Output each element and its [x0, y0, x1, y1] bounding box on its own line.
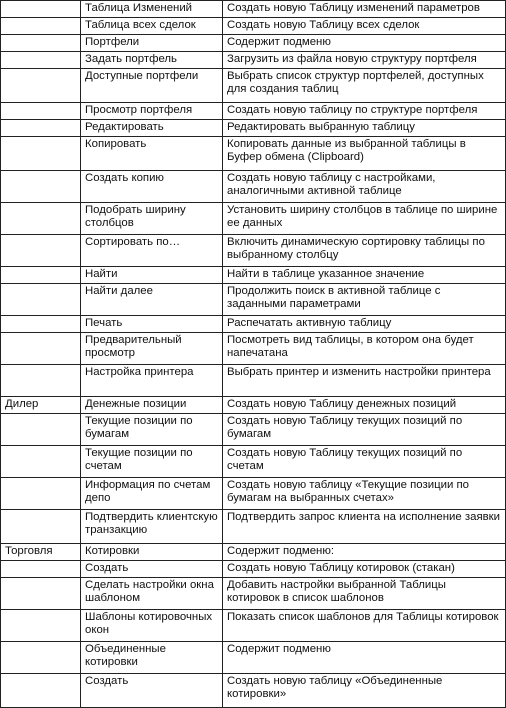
- description-cell: Загрузить из файла новую структуру портфеля: [223, 52, 506, 69]
- table-row: [1, 120, 506, 137]
- description-cell: Редактировать выбранную таблицу: [223, 120, 506, 137]
- description-cell: Создать новую Таблицу всех сделок: [223, 18, 506, 35]
- group-name-cell: [1, 171, 81, 203]
- table-row: [1, 642, 506, 674]
- command-cell: Печать: [81, 316, 223, 333]
- description-cell: Создать новую таблицу «Объединенные котировки»: [223, 674, 506, 708]
- description-cell: Подтвердить запрос клиента на исполнение заявки: [223, 510, 506, 544]
- description-cell: Показать список шаблонов для Таблицы котировок: [223, 610, 506, 642]
- group-name-cell: [1, 446, 81, 478]
- command-cell: Сортировать по…: [81, 235, 223, 267]
- description-cell: Содержит подменю: [223, 642, 506, 674]
- group-name-cell: [1, 18, 81, 35]
- description-cell: Создать новую Таблицу денежных позиций: [223, 397, 506, 414]
- command-cell: Таблица всех сделок: [81, 18, 223, 35]
- table-row: [1, 171, 506, 203]
- table-row: [1, 69, 506, 103]
- description-cell: Добавить настройки выбранной Таблицы котировок в список шаблонов: [223, 578, 506, 610]
- table-row: [1, 561, 506, 578]
- description-cell: Создать новую таблицу с настройками, аналогичными активной таблице: [223, 171, 506, 203]
- command-cell: Портфели: [81, 35, 223, 52]
- command-cell: Текущие позиции по бумагам: [81, 414, 223, 446]
- description-cell: Распечатать активную таблицу: [223, 316, 506, 333]
- command-cell: Найти: [81, 267, 223, 284]
- group-name-cell: [1, 642, 81, 674]
- group-name-cell: [1, 1, 81, 18]
- command-cell: Объединенные котировки: [81, 642, 223, 674]
- command-cell: Текущие позиции по счетам: [81, 446, 223, 478]
- command-cell: Редактировать: [81, 120, 223, 137]
- command-cell: Сделать настройки окна шаблоном: [81, 578, 223, 610]
- group-name-cell: [1, 120, 81, 137]
- group-name-cell: [1, 267, 81, 284]
- command-cell: Предварительный просмотр: [81, 333, 223, 365]
- table-row: [1, 478, 506, 510]
- description-cell: Найти в таблице указанное значение: [223, 267, 506, 284]
- table-row: [1, 446, 506, 478]
- command-cell: Копировать: [81, 137, 223, 171]
- table-body: [1, 1, 506, 708]
- command-cell: Найти далее: [81, 284, 223, 316]
- group-name-cell: [1, 365, 81, 397]
- description-cell: Создать новую Таблицу текущих позиций по бумагам: [223, 414, 506, 446]
- group-name-cell: [1, 52, 81, 69]
- table-row: [1, 333, 506, 365]
- table-row: [1, 235, 506, 267]
- group-name-cell: [1, 69, 81, 103]
- table-row: [1, 103, 506, 120]
- group-name-cell: [1, 578, 81, 610]
- command-cell: Таблица Изменений: [81, 1, 223, 18]
- group-name-cell: [1, 478, 81, 510]
- table-row: [1, 414, 506, 446]
- group-name-cell: [1, 235, 81, 267]
- group-name-cell: [1, 316, 81, 333]
- command-cell: Шаблоны котировочных окон: [81, 610, 223, 642]
- table-row: [1, 544, 506, 561]
- group-name-cell: [1, 414, 81, 446]
- group-name-cell: Торговля: [1, 544, 81, 561]
- command-cell: Котировки: [81, 544, 223, 561]
- group-name-cell: [1, 561, 81, 578]
- description-cell: Создать новую Таблицу котировок (стакан): [223, 561, 506, 578]
- command-cell: Создать копию: [81, 171, 223, 203]
- command-cell: Просмотр портфеля: [81, 103, 223, 120]
- description-cell: Создать новую Таблицу изменений параметров: [223, 1, 506, 18]
- command-cell: Настройка принтера: [81, 365, 223, 397]
- table-row: [1, 18, 506, 35]
- command-cell: Создать: [81, 561, 223, 578]
- description-cell: Копировать данные из выбранной таблицы в Буфер обмена (Clipboard): [223, 137, 506, 171]
- command-cell: Доступные портфели: [81, 69, 223, 103]
- table-row: [1, 316, 506, 333]
- description-cell: Содержит подменю: [223, 35, 506, 52]
- table-row: [1, 674, 506, 708]
- table-row: [1, 365, 506, 397]
- group-name-cell: Дилер: [1, 397, 81, 414]
- group-name-cell: [1, 674, 81, 708]
- command-cell: Подтвердить клиентскую транзакцию: [81, 510, 223, 544]
- group-name-cell: [1, 103, 81, 120]
- command-cell: Подобрать ширину столбцов: [81, 203, 223, 235]
- description-cell: Создать новую Таблицу текущих позиций по счетам: [223, 446, 506, 478]
- description-cell: Продолжить поиск в активной таблице с заданными параметрами: [223, 284, 506, 316]
- table-row: [1, 578, 506, 610]
- table-row: [1, 52, 506, 69]
- command-cell: Создать: [81, 674, 223, 708]
- table-row: [1, 284, 506, 316]
- command-cell: Денежные позиции: [81, 397, 223, 414]
- description-cell: Выбрать список структур портфелей, доступных для создания таблиц: [223, 69, 506, 103]
- description-cell: Создать новую таблицу по структуре портфеля: [223, 103, 506, 120]
- command-cell: Информация по счетам депо: [81, 478, 223, 510]
- group-name-cell: [1, 137, 81, 171]
- group-name-cell: [1, 35, 81, 52]
- group-name-cell: [1, 333, 81, 365]
- table-row: [1, 397, 506, 414]
- table-row: [1, 267, 506, 284]
- group-name-cell: [1, 610, 81, 642]
- group-name-cell: [1, 284, 81, 316]
- group-name-cell: [1, 203, 81, 235]
- description-cell: Включить динамическую сортировку таблицы по выбранному столбцу: [223, 235, 506, 267]
- description-cell: Установить ширину столбцов в таблице по ширине ее данных: [223, 203, 506, 235]
- table-row: [1, 137, 506, 171]
- group-name-cell: [1, 510, 81, 544]
- description-cell: Создать новую таблицу «Текущие позиции по бумагам на выбранных счетах»: [223, 478, 506, 510]
- description-cell: Посмотреть вид таблицы, в котором она будет напечатана: [223, 333, 506, 365]
- table-row: [1, 203, 506, 235]
- table-row: [1, 610, 506, 642]
- description-cell: Содержит подменю:: [223, 544, 506, 561]
- table-row: [1, 35, 506, 52]
- table-row: [1, 1, 506, 18]
- command-cell: Задать портфель: [81, 52, 223, 69]
- description-cell: Выбрать принтер и изменить настройки принтера: [223, 365, 506, 397]
- table-row: [1, 510, 506, 544]
